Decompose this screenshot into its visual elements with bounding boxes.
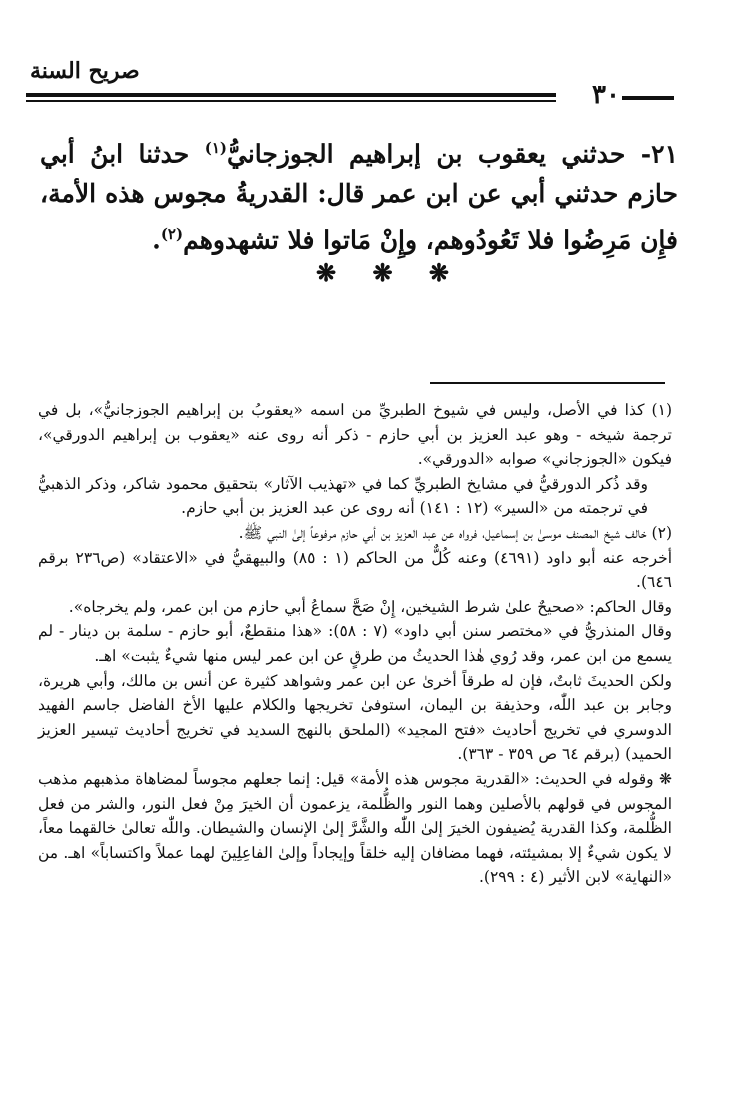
header-rule-thin	[26, 100, 556, 102]
footnote-explanation: ❋ وقوله في الحديث: «القدرية مجوس هذه الأمة» قيل: إنما جعلهم مجوساً لمضاهاة مذهبهم مذهب المجوس في قولهم بالأصلين وهما النور والظُّلمة، يزعمون أن الخيرَ مِنْ فعل النور، والشر من فعل الظُّلمة، وكذا القدرية يُضيفون الخيرَ إلىٰ اللّٰه والشَّرَّ إلىٰ الإنسان والشيطان. واللّٰه تعالىٰ خالقهما معاً، لا يكون شيءٌ إلا بمشيئته، فهما مضافان إليه خلقاً وإيجاداً وإلىٰ الفاعِلِينَ لهما عملاً واكتساباً» اهـ. من «النهاية» لابن الأثير (٤ : ٢٩٩).	[38, 769, 672, 887]
footnote-1-continued: وقد ذُكر الدورقيُّ في مشايخ الطبريِّ كما في «تهذيب الآثار» بتحقيق محمود شاكر، وذكر الذهبيُّ في ترجمته من «السير» (١٢ : ١٤١) أنه روى عن عبد العزيز بن أبي حازم.	[38, 474, 648, 518]
header-rule-thick	[26, 93, 556, 97]
footnote-mark-2: (٢)	[160, 225, 184, 244]
footnote-2-hakim: وقال الحاكم: «صحيحٌ علىٰ شرط الشيخين، إِنْ صَحَّ سماعُ أبي حازم من ابن عمر، ولم يخرجاه».	[68, 597, 672, 616]
hadith-part-3: .	[152, 225, 161, 255]
footnote-mark-1: (١)	[204, 139, 227, 157]
section-separator-stars: ❋ ❋ ❋	[316, 258, 464, 287]
footnote-2-support: ولكن الحديثَ ثابتٌ، فإن له طرقاً أخرىٰ عن ابن عمر وشواهد كثيرة عن أنس بن مالك، وأبي هريرة، وجابر بن عبد اللّٰه، وحذيفة بن اليمان، استوفىٰ تخريجها والكلام عليها الأخ الفاضل جاسم الفهيد الدوسري في تخريج أحاديث «فتح المجيد» (الملحق بالنهج السديد في تخريج أحاديث تيسير العزيز الحميد) (برقم ٦٤ ص ٣٥٩ - ٣٦٣).	[38, 671, 672, 764]
hadith-text	[40, 128, 678, 261]
running-header-title: صريح السنة	[30, 58, 140, 84]
hadith-part-1: ٢١- حدثني يعقوب بن إبراهيم الجوزجانيُّ	[226, 139, 679, 169]
footnote-2: (٢) خالف شيخ المصنف موسىٰ بن إسماعيل، فرواه عن عبد العزيز بن أبي حازم مرفوعاً إلىٰ النبي ﷺ.	[238, 523, 672, 542]
footnotes	[38, 398, 672, 890]
page-number: ٣٠	[592, 80, 620, 110]
footnote-2-mundhiri: وقال المنذريُّ في «مختصر سنن أبي داود» (٧ : ٥٨): «هذا منقطعٌ، أبو حازم - سلمة بن دينار - لم يسمع من ابن عمر، وقد رُوي هٰذا الحديثُ من طرقٍ عن ابن عمر ليس منها شيءٌ يثبت» اهـ.	[38, 622, 673, 665]
header-rule-right	[622, 96, 674, 100]
footnote-2-source: أخرجه عنه أبو داود (٤٦٩١) وعنه كُلٌّ من الحاكم (١ : ٨٥) والبيهقيُّ في «الاعتقاد» (ص٢٣٦ برقم ٦٤٦).	[38, 548, 673, 592]
footnote-separator	[430, 382, 665, 384]
footnote-1: (١) كذا في الأصل، وليس في شيوخ الطبريِّ من اسمه «يعقوبُ بن إبراهيم الجوزجانيُّ»، بل في ترجمة شيخه - وهو عبد العزيز بن أبي حازم - ذكر أنه روى عنه «يعقوب بن إبراهيم الدورقي»، فيكون «الجوزجاني» صوابه «الدورقي».	[38, 401, 672, 469]
hadith-part-2: حدثنا ابنُ أبي حازم حدثني أبي عن ابن عمر قال: القدريةُ مجوس هذه الأمة، فإِن مَرِضُوا فلا تَعُودُوهم، وإِنْ مَاتوا فلا تشهدوهم	[40, 139, 678, 255]
